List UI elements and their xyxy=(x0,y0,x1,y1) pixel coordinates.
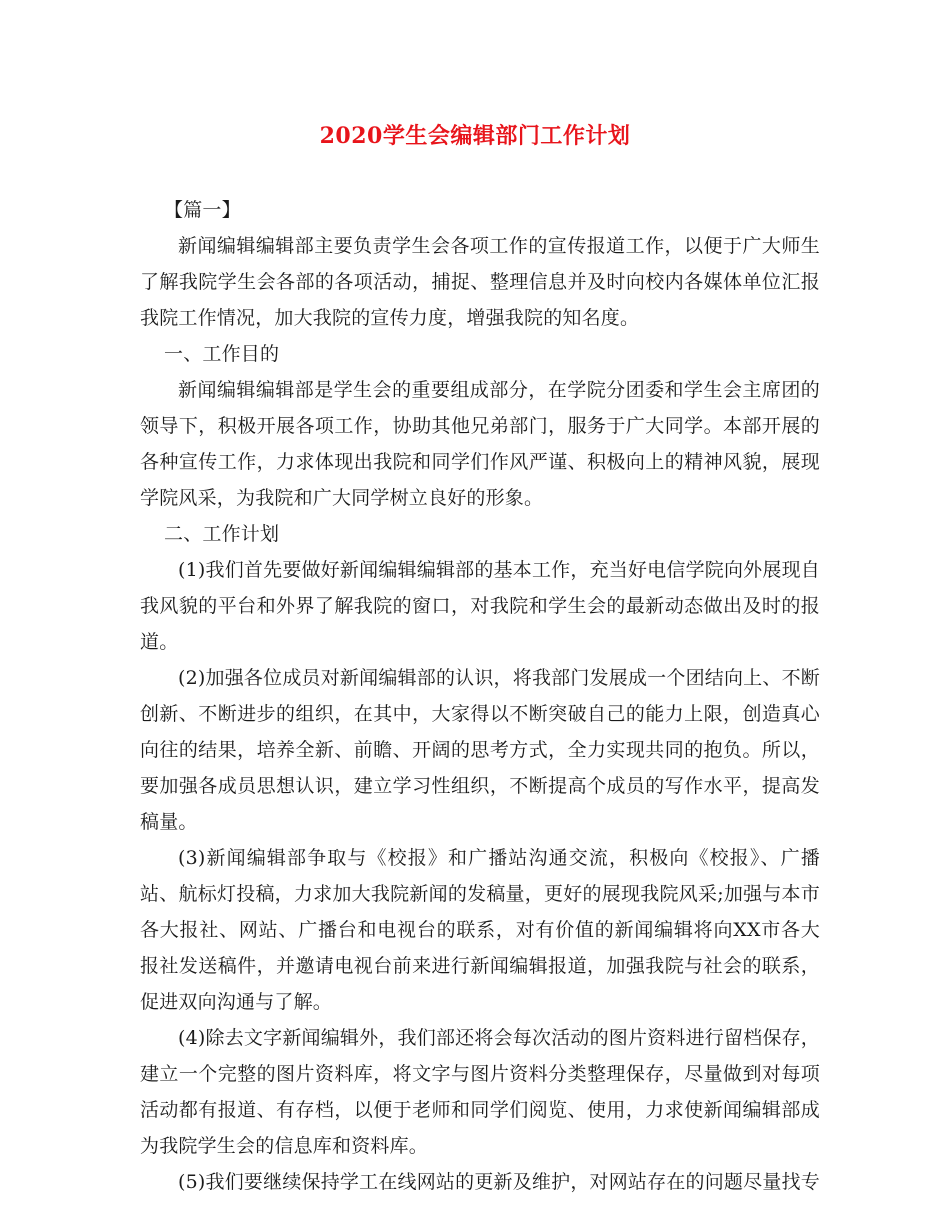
plan-item-2: (2)加强各位成员对新闻编辑部的认识，将我部门发展成一个团结向上、不断创新、不断进步的组织，在其中，大家得以不断突破自己的能力上限，创造真心向往的结果，培养全新、前瞻、开阔的思考方式，全力实现共同的抱负。所以，要加强各成员思想认识，建立学习性组织，不断提高个成员的写作水平，提高发稿量。 xyxy=(140,667,820,833)
intro-paragraph: 新闻编辑编辑部主要负责学生会各项工作的宣传报道工作，以便于广大师生了解我院学生会各部的各项活动，捕捉、整理信息并及时向校内各媒体单位汇报我院工作情况，加大我院的宣传力度，增强我院的知名度。 xyxy=(140,235,820,329)
document-title: 2020学生会编辑部门工作计划 xyxy=(319,123,631,149)
heading-work-plan: 二、工作计划 xyxy=(164,523,280,545)
plan-item-3: (3)新闻编辑部争取与《校报》和广播站沟通交流，积极向《校报》、广播站、航标灯投稿，力求加大我院新闻的发稿量，更好的展现我院风采;加强与本市各大报社、网站、广播台和电视台的联系，对有价值的新闻编辑将向XX市各大报社发送稿件，并邀请电视台前来进行新闻编辑报道，加强我院与社会的联系，促进双向沟通与了解。 xyxy=(140,847,820,1013)
document-body xyxy=(140,192,820,1200)
heading-work-purpose: 一、工作目的 xyxy=(164,343,280,365)
plan-item-4: (4)除去文字新闻编辑外，我们部还将会每次活动的图片资料进行留档保存，建立一个完整的图片资料库，将文字与图片资料分类整理保存，尽量做到对每项活动都有报道、有存档，以便于老师和同学们阅览、使用，力求使新闻编辑部成为我院学生会的信息库和资料库。 xyxy=(140,1027,820,1157)
plan-item-5: (5)我们要继续保持学工在线网站的更新及维护，对网站存在的问题尽量找专 xyxy=(178,1171,820,1193)
plan-item-1: (1)我们首先要做好新闻编辑编辑部的基本工作，充当好电信学院向外展现自我风貌的平台和外界了解我院的窗口，对我院和学生会的最新动态做出及时的报道。 xyxy=(140,559,820,653)
purpose-paragraph: 新闻编辑编辑部是学生会的重要组成部分，在学院分团委和学生会主席团的领导下，积极开展各项工作，协助其他兄弟部门，服务于广大同学。本部开展的各种宣传工作，力求体现出我院和同学们作风严谨、积极向上的精神风貌，展现学院风采，为我院和广大同学树立良好的形象。 xyxy=(140,379,820,509)
section-label-part-one: 【篇一】 xyxy=(164,199,241,221)
